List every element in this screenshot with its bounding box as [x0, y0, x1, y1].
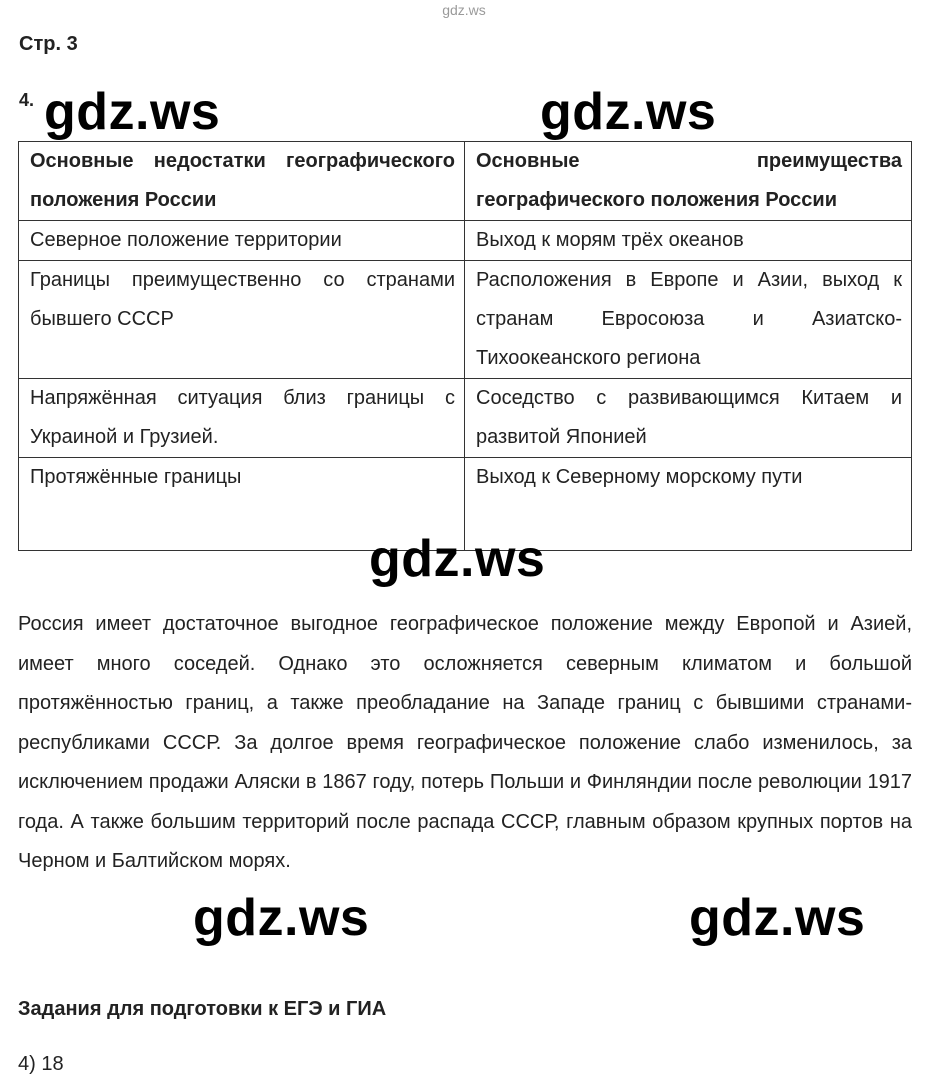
- table-header-row: [19, 142, 912, 221]
- watermark: gdz.ws: [193, 889, 370, 947]
- watermark: gdz.ws: [540, 83, 717, 141]
- watermark: gdz.ws: [689, 889, 866, 947]
- exam-section-heading: Задания для подготовки к ЕГЭ и ГИА: [18, 998, 387, 1020]
- table-row: [19, 221, 912, 261]
- watermark: gdz.ws: [369, 530, 546, 588]
- site-url[interactable]: gdz.ws: [442, 2, 486, 18]
- page-label: Стр. 3: [19, 33, 78, 55]
- table-cell: Расположения в Европе и Азии, выход к странам Евросоюза и Азиатско-Тихоокеанского региона: [465, 261, 912, 379]
- table-cell: Северное положение территории: [19, 221, 465, 261]
- header-disadvantages: Основные недостатки географического положения России: [19, 142, 465, 221]
- table-cell: Выход к морям трёх океанов: [465, 221, 912, 261]
- header-advantages: Основные преимущества географического положения России: [465, 142, 912, 221]
- exam-answer: 4) 18: [18, 1053, 64, 1075]
- table-cell: Границы преимущественно со странами бывшего СССР: [19, 261, 465, 379]
- table-cell: Соседство с развивающимся Китаем и развитой Японией: [465, 379, 912, 458]
- table-cell: Напряжённая ситуация близ границы с Украиной и Грузией.: [19, 379, 465, 458]
- table-cell: Протяжённые границы: [19, 458, 465, 551]
- comparison-table: [18, 141, 912, 551]
- watermark: gdz.ws: [44, 83, 221, 141]
- answer-paragraph: Россия имеет достаточное выгодное географическое положение между Европой и Азией, имеет много соседей. Однако это осложняется северным климатом и большой протяжённостью границ, а также преобладание на Западе границ с бывшими странами-республиками СССР. За долгое время географическое положение слабо изменилось, за исключением продажи Аляски в 1867 году, потерь Польши и Финляндии после революции 1917 года. А также большим территорий после распада СССР, главным образом крупных портов на Черном и Балтийском морях.: [18, 613, 912, 872]
- table-row: [19, 379, 912, 458]
- table-row: [19, 261, 912, 379]
- task-number: 4.: [19, 90, 35, 110]
- table-cell: Выход к Северному морскому пути: [465, 458, 912, 551]
